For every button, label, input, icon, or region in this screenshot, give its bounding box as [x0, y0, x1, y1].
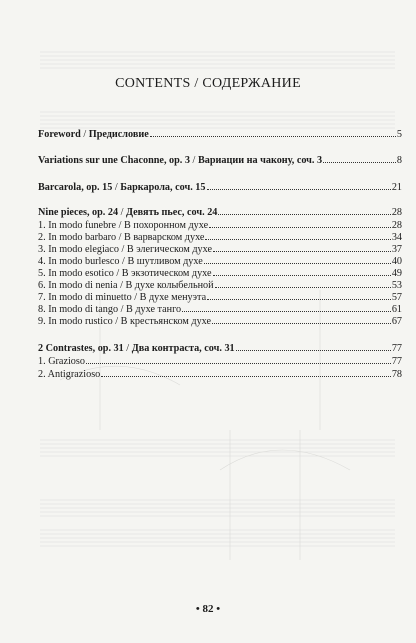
leader-dots	[218, 213, 390, 215]
entry-page: 21	[391, 182, 402, 193]
toc-entry-nine-pieces[interactable]: Nine pieces, op. 24 / Девять пьес, соч. 24 28	[38, 207, 402, 218]
entry-page: 67	[391, 316, 402, 327]
entry-title: 2. Antigrazioso	[38, 369, 101, 380]
leader-dots	[150, 135, 396, 137]
leader-dots	[212, 322, 391, 324]
entry-title: 8. In modo di tango	[38, 304, 119, 315]
entry-title-ru: В варварском духе	[124, 232, 205, 243]
leader-dots	[205, 238, 390, 240]
entry-page: 49	[391, 268, 402, 279]
toc-entry-barcarola[interactable]: Barcarola, op. 15 / Баркарола, соч. 15 21	[38, 182, 402, 193]
entry-page: 77	[391, 343, 402, 354]
entry-title-ru: Предисловие	[88, 129, 149, 140]
toc-entry-grazioso[interactable]	[38, 356, 402, 368]
toc-entry-piece-7[interactable]: 7. In modo di minuetto / В духе менуэта 57	[38, 292, 402, 303]
entry-title-ru: В похоронном духе	[124, 220, 209, 231]
entry-page: 37	[391, 244, 402, 255]
entry-title: 9. In modo rustico	[38, 316, 113, 327]
leader-dots	[182, 310, 391, 312]
entry-title-ru: Девять пьес, соч. 24	[126, 207, 218, 218]
leader-dots	[213, 274, 391, 276]
leader-dots	[209, 226, 391, 228]
entry-title: 1. In modo funebre	[38, 220, 117, 231]
entry-title: Variations sur une Chaconne, op. 3	[38, 155, 190, 166]
entry-title-ru: В крестьянском духе	[120, 316, 212, 327]
toc-entry-contrastes[interactable]: 2 Contrastes, op. 31 / Два контраста, соч. 31 77	[38, 343, 402, 354]
toc-entry-piece-2[interactable]: 2. In modo barbaro / В варварском духе 34	[38, 232, 402, 243]
entry-title: 4. In modo burlesco	[38, 256, 120, 267]
entry-title: 5. In modo esotico	[38, 268, 114, 279]
entry-title: 6. In modo di nenia	[38, 280, 118, 291]
entry-title: 2 Contrastes, op. 31	[38, 343, 124, 354]
toc-entry-piece-6[interactable]: 6. In modo di nenia / В духе колыбельной 53	[38, 280, 402, 291]
toc-entry-piece-8[interactable]: 8. In modo di tango / В духе танго 61	[38, 304, 402, 315]
entry-title: 7. In modo di minuetto	[38, 292, 132, 303]
toc-entry-foreword[interactable]: Foreword / Предисловие 5	[38, 129, 402, 140]
leader-dots	[236, 349, 391, 351]
toc-entry-variations[interactable]: Variations sur une Chaconne, op. 3 / Вариации на чакону, соч. 3 8	[38, 155, 402, 166]
leader-dots	[204, 262, 391, 264]
leader-dots	[207, 298, 391, 300]
entry-page: 28	[391, 207, 402, 218]
entry-page: 53	[391, 280, 402, 291]
toc-entry-piece-9[interactable]: 9. In modo rustico / В крестьянском духе 67	[38, 316, 402, 327]
entry-page: 57	[391, 292, 402, 303]
entry-page: 78	[391, 369, 402, 380]
toc-entry-piece-1[interactable]: 1. In modo funebre / В похоронном духе 28	[38, 220, 402, 231]
entry-title-ru: В экзотическом духе	[121, 268, 212, 279]
entry-page: 8	[396, 155, 402, 166]
entry-title: 2. In modo barbaro	[38, 232, 117, 243]
page-number: • 82 •	[195, 603, 221, 615]
entry-title-ru: В духе танго	[126, 304, 182, 315]
entry-title-ru: Баркарола, соч. 15	[120, 182, 206, 193]
leader-dots	[213, 250, 391, 252]
entry-page: 77	[391, 356, 402, 367]
leader-dots	[323, 161, 396, 163]
leader-dots	[86, 362, 391, 364]
entry-title: Nine pieces, op. 24	[38, 207, 119, 218]
toc-entry-piece-5[interactable]: 5. In modo esotico / В экзотическом духе 49	[38, 268, 402, 279]
entry-title: Foreword	[38, 129, 81, 140]
entry-title-ru: Вариации на чакону, соч. 3	[197, 155, 323, 166]
entry-title-ru: В шутливом духе	[127, 256, 203, 267]
entry-title-ru: Два контраста, соч. 31	[131, 343, 235, 354]
page-title: CONTENTS / СОДЕРЖАНИЕ	[115, 76, 301, 91]
toc-entry-piece-3[interactable]: 3. In modo elegiaco / В элегическом духе 37	[38, 244, 402, 255]
leader-dots	[101, 375, 391, 377]
entry-page: 40	[391, 256, 402, 267]
entry-title-ru: В элегическом духе	[126, 244, 213, 255]
entry-page: 61	[391, 304, 402, 315]
leader-dots	[215, 286, 391, 288]
leader-dots	[207, 188, 391, 190]
entry-title: Barcarola, op. 15	[38, 182, 113, 193]
entry-page: 34	[391, 232, 402, 243]
toc-entry-piece-4[interactable]: 4. In modo burlesco / В шутливом духе 40	[38, 256, 402, 267]
toc-entry-antigrazioso[interactable]	[38, 369, 402, 381]
entry-page: 28	[391, 220, 402, 231]
entry-page: 5	[396, 129, 402, 140]
entry-title: 3. In modo elegiaco	[38, 244, 119, 255]
entry-title: 1. Grazioso	[38, 356, 85, 367]
entry-title-ru: В духе менуэта	[139, 292, 207, 303]
entry-title-ru: В духе колыбельной	[125, 280, 214, 291]
